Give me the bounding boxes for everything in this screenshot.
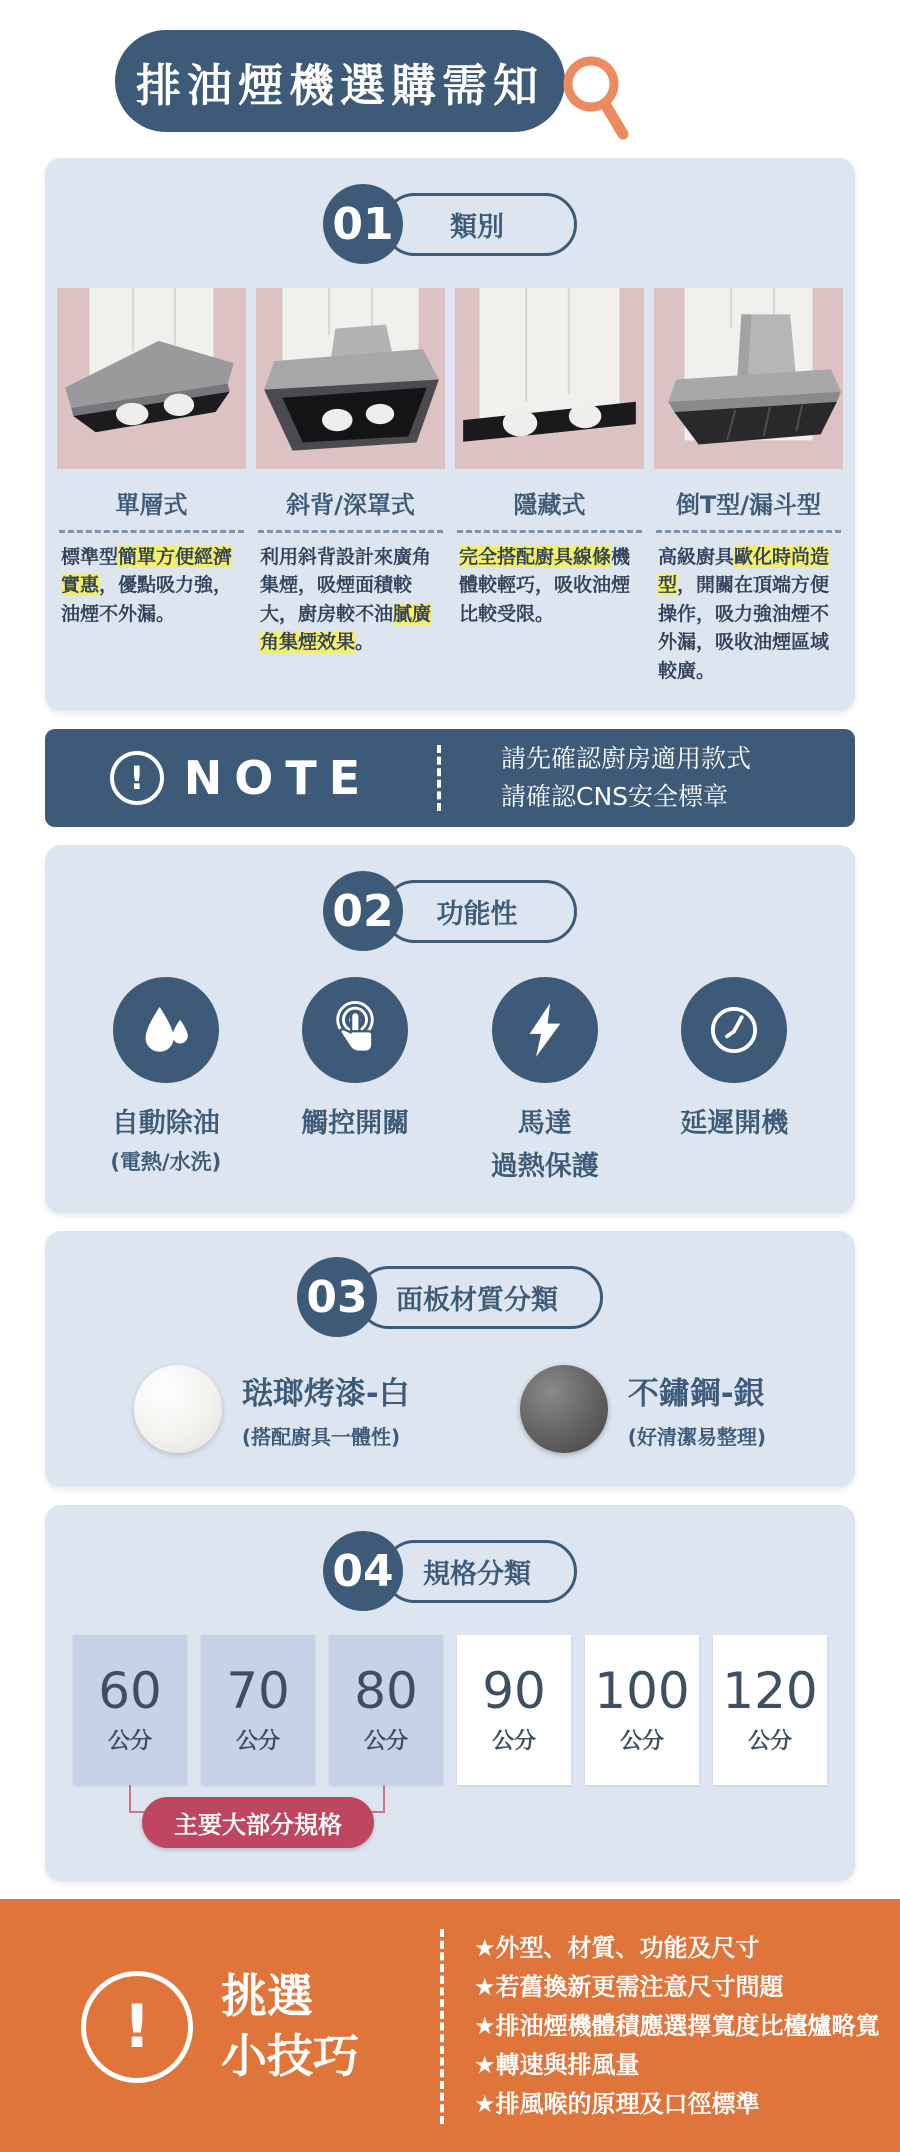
divider xyxy=(258,530,443,533)
tip-item: ★若舊換新更需注意尺寸問題 xyxy=(474,1973,784,2002)
size-box-120 xyxy=(713,1635,827,1785)
material-label: 不鏽鋼-銀 xyxy=(627,1376,765,1413)
size-value: 100 xyxy=(594,1661,690,1720)
hood-type-description xyxy=(256,543,445,657)
section-category-header xyxy=(45,158,855,264)
feature-item xyxy=(71,977,261,1183)
touch-control-icon xyxy=(323,998,387,1062)
desc-segment-highlighted: 完全搭配廚具線條 xyxy=(459,545,612,568)
section-number-badge: 03 xyxy=(297,1257,377,1337)
desc-segment: ，開關在頂端方便操作，吸力強油煙不外漏，吸收油煙區域較廣。 xyxy=(658,574,830,682)
section-size-header xyxy=(45,1505,855,1611)
hood-type-name: 斜背/深罩式 xyxy=(286,490,415,519)
size-box-80 xyxy=(329,1635,443,1785)
note-label: NOTE xyxy=(183,751,373,806)
section-number-badge: 02 xyxy=(323,871,403,951)
section-material xyxy=(45,1231,855,1487)
hood-type-description xyxy=(455,543,644,629)
clock-icon xyxy=(702,998,766,1062)
material-text xyxy=(242,1368,410,1450)
section-material-header xyxy=(45,1231,855,1337)
slanted-deep-hood-illustration xyxy=(256,288,445,469)
size-box-60 xyxy=(73,1635,187,1785)
tips-left xyxy=(0,1967,440,2087)
feature-label: 自動除油 xyxy=(111,1108,220,1140)
divider xyxy=(656,530,841,533)
primary-size-callout xyxy=(73,1785,827,1855)
size-grid xyxy=(45,1621,855,1785)
tips-list xyxy=(444,1929,892,2123)
size-value: 70 xyxy=(226,1661,290,1720)
hood-type-grid xyxy=(45,274,855,685)
hidden-hood-illustration xyxy=(455,288,644,469)
tip-item: ★排風喉的原理及口徑標準 xyxy=(474,2089,760,2118)
exclamation-icon: ! xyxy=(110,751,164,805)
feature-badge xyxy=(113,977,219,1083)
material-item xyxy=(134,1365,410,1453)
hood-type-card xyxy=(455,288,644,685)
feature-badge xyxy=(681,977,787,1083)
size-value: 60 xyxy=(98,1661,162,1720)
feature-item xyxy=(450,977,640,1183)
page-title: 排油煙機選購需知 xyxy=(135,58,544,112)
lightning-icon xyxy=(513,998,577,1062)
size-box-100 xyxy=(585,1635,699,1785)
section-number-badge: 01 xyxy=(323,184,403,264)
inverted-t-funnel-hood-illustration xyxy=(654,288,843,469)
feature-label: 馬達 xyxy=(517,1108,572,1140)
material-text xyxy=(628,1368,766,1450)
tips-section xyxy=(0,1899,900,2151)
size-unit: 公分 xyxy=(235,1728,280,1754)
tips-heading-line: 挑選 xyxy=(221,1968,313,2023)
size-unit: 公分 xyxy=(491,1728,536,1754)
desc-segment: 。 xyxy=(355,631,375,654)
note-line: 請確認CNS安全標章 xyxy=(501,782,729,812)
hood-type-card xyxy=(57,288,246,685)
feature-sublabel: (電熱/水洗) xyxy=(110,1150,222,1175)
size-unit: 公分 xyxy=(107,1728,152,1754)
header xyxy=(0,0,900,158)
section-title: 面板材質分類 xyxy=(357,1266,603,1329)
material-label: 琺瑯烤漆-白 xyxy=(241,1376,410,1413)
section-number-badge: 04 xyxy=(323,1531,403,1611)
desc-segment: 標準型 xyxy=(61,545,119,568)
desc-segment: 高級廚具 xyxy=(658,545,735,568)
hood-type-name: 倒T型/漏斗型 xyxy=(675,490,822,519)
hood-type-description xyxy=(654,543,843,686)
size-value: 90 xyxy=(482,1661,546,1720)
tip-item: ★外型、材質、功能及尺寸 xyxy=(474,1934,760,1963)
material-item xyxy=(520,1365,766,1453)
desc-segment: 利用斜背設計來廣角集煙，吸煙面積較大，廚房較不油 xyxy=(260,545,432,625)
hood-type-name: 單層式 xyxy=(115,490,188,519)
feature-label: 延遲開機 xyxy=(680,1108,789,1140)
size-value: 80 xyxy=(354,1661,418,1720)
desc-segment-highlighted: 歐化時尚造型 xyxy=(658,545,830,597)
size-box-70 xyxy=(201,1635,315,1785)
divider xyxy=(59,530,244,533)
note-bar xyxy=(45,729,855,827)
primary-size-label: 主要大部分規格 xyxy=(142,1797,374,1848)
hood-type-card xyxy=(256,288,445,685)
desc-segment: ，優點吸力強，油煙不外漏。 xyxy=(61,574,233,625)
note-left xyxy=(45,751,437,805)
water-drops-icon xyxy=(134,998,198,1062)
section-title: 功能性 xyxy=(383,880,577,943)
stainless-silver-swatch xyxy=(520,1365,608,1453)
feature-label-line2: 過熱保護 xyxy=(490,1151,599,1183)
size-unit: 公分 xyxy=(747,1728,792,1754)
hood-type-description xyxy=(57,543,246,629)
size-unit: 公分 xyxy=(363,1728,408,1754)
note-line: 請先確認廚房適用款式 xyxy=(501,743,752,773)
tip-item: ★排油煙機體積應選擇寬度比檯爐略寬 xyxy=(474,2012,880,2041)
hood-type-card xyxy=(654,288,843,685)
section-function xyxy=(45,845,855,1213)
section-size xyxy=(45,1505,855,1881)
size-box-90 xyxy=(457,1635,571,1785)
note-text xyxy=(441,740,751,818)
divider xyxy=(457,530,642,533)
magnifier-icon xyxy=(555,52,641,148)
desc-segment-highlighted: 膩廣角集煙效果 xyxy=(260,602,432,654)
desc-segment-highlighted: 簡單方便經濟實惠 xyxy=(61,545,233,597)
tips-heading xyxy=(221,1967,359,2087)
size-unit: 公分 xyxy=(619,1728,664,1754)
feature-badge xyxy=(492,977,598,1083)
exclamation-icon: ! xyxy=(81,1971,193,2083)
title-banner xyxy=(115,30,565,132)
material-sublabel: (好清潔易整理) xyxy=(627,1425,767,1450)
feature-item xyxy=(261,977,451,1183)
section-title: 類別 xyxy=(383,193,577,256)
tip-item: ★轉速與排風量 xyxy=(474,2050,640,2079)
feature-grid xyxy=(45,961,855,1187)
desc-segment: 機體較輕巧，吸收油煙比較受限。 xyxy=(459,545,631,625)
feature-item xyxy=(640,977,830,1183)
enamel-white-swatch xyxy=(134,1365,222,1453)
material-row xyxy=(45,1347,855,1461)
material-sublabel: (搭配廚具一體性) xyxy=(241,1425,401,1450)
feature-badge xyxy=(302,977,408,1083)
single-layer-hood-illustration xyxy=(57,288,246,469)
section-category xyxy=(45,158,855,711)
tips-heading-line: 小技巧 xyxy=(221,2028,359,2083)
section-function-header xyxy=(45,845,855,951)
hood-type-name: 隱藏式 xyxy=(513,490,586,519)
size-value: 120 xyxy=(722,1661,818,1720)
feature-label: 觸控開關 xyxy=(301,1108,410,1140)
section-title: 規格分類 xyxy=(383,1540,577,1603)
